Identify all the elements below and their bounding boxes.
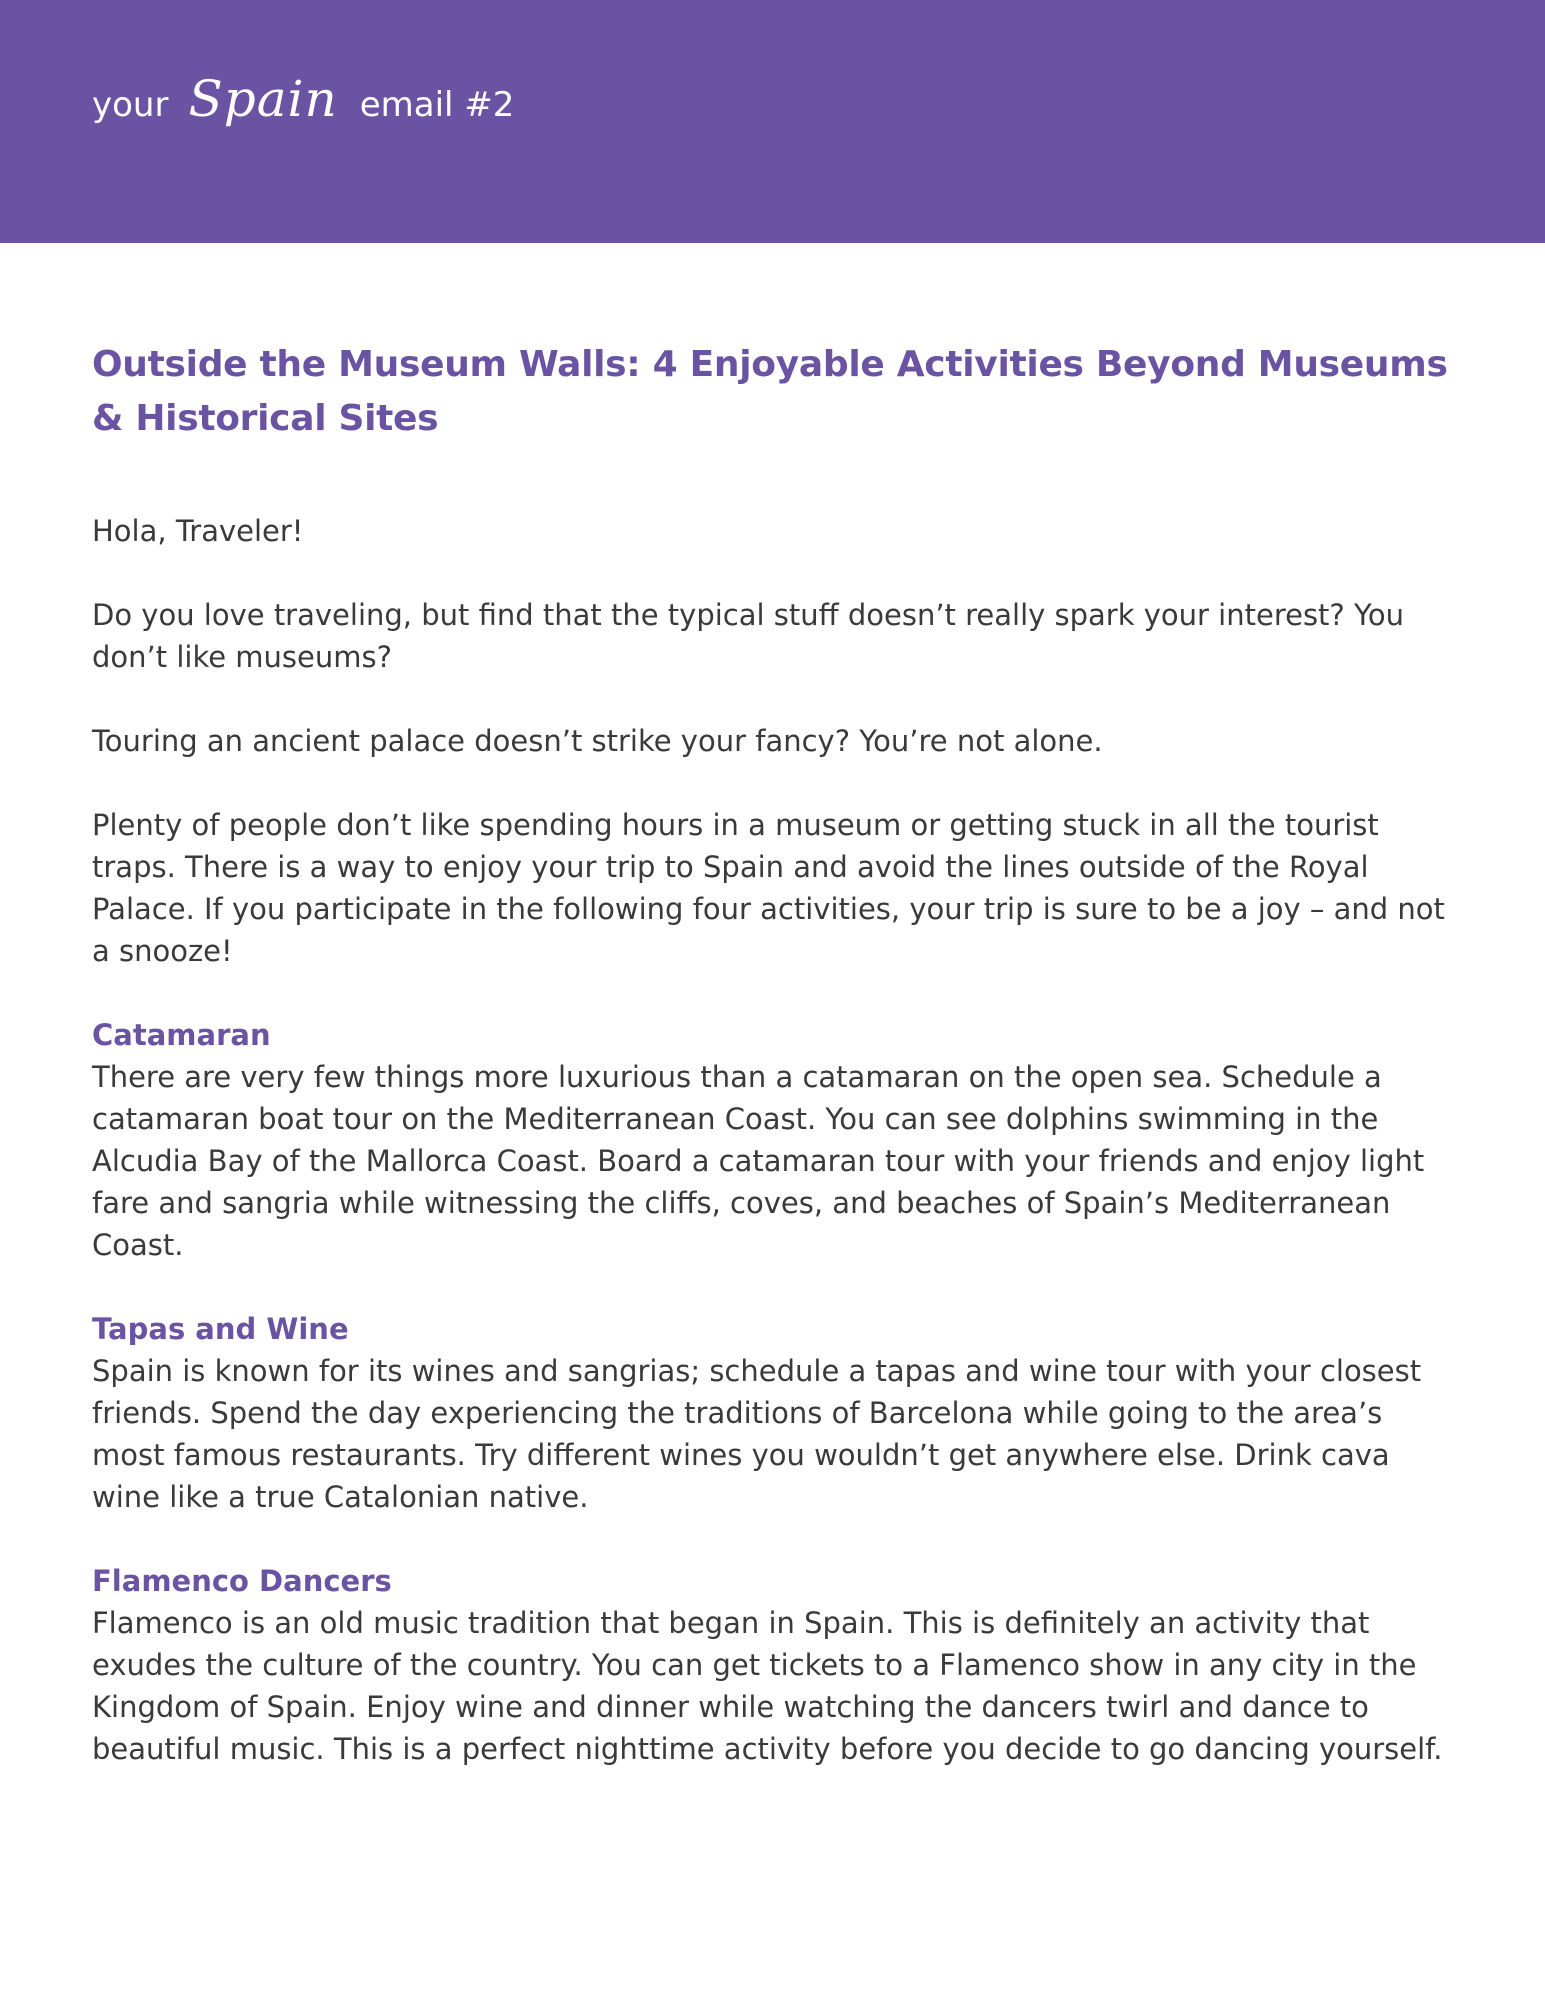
section-body: Spain is known for its wines and sangrias; schedule a tapas and wine tour with your closest friends. Spend the day experiencing the traditions of Barcelona while going to the area’s most famous restaurants. Try different wines you wouldn’t get anywhere else. Drink cava wine like a true Catalonian native.	[92, 1354, 1422, 1514]
section-body: There are very few things more luxurious than a catamaran on the open sea. Schedule a catamaran boat tour on the Mediterranean Coast. You can see dolphins swimming in the Alcudia Bay of the Mallorca Coast. Board a catamaran tour with your friends and enjoy light fare and sangria while witnessing the cliffs, coves, and beaches of Spain’s Mediterranean Coast.	[92, 1060, 1425, 1262]
brand-prefix: your	[92, 85, 169, 125]
section-catamaran	[92, 1014, 1454, 1266]
section-body: Flamenco is an old music tradition that began in Spain. This is definitely an activity that exudes the culture of the country. You can get tickets to a Flamenco show in any city in the Kingdom of Spain. Enjoy wine and dinner while watching the dancers twirl and dance to beautiful music. This is a perfect nighttime activity before you decide to go dancing yourself.	[92, 1606, 1443, 1766]
email-header	[0, 0, 1545, 243]
email-body	[92, 338, 1454, 1770]
email-number: email #2	[359, 85, 515, 125]
section-flamenco-dancers	[92, 1560, 1454, 1770]
brand-logo: Spain	[188, 70, 338, 128]
intro-paragraph-1: Do you love traveling, but find that the typical stuff doesn’t really spark your interest? You don’t like museums?	[92, 598, 1405, 674]
section-heading: Flamenco Dancers	[92, 1564, 392, 1598]
greeting: Hola, Traveler!	[92, 514, 304, 548]
intro-paragraph-3: Plenty of people don’t like spending hours in a museum or getting stuck in all the tourist traps. There is a way to enjoy your trip to Spain and avoid the lines outside of the Royal Palace. If you participate in the following four activities, your trip is sure to be a joy – and not a snooze!	[92, 808, 1445, 968]
section-heading: Catamaran	[92, 1018, 271, 1052]
intro-paragraph-2: Touring an ancient palace doesn’t strike your fancy? You’re not alone.	[92, 724, 1103, 758]
section-tapas-and-wine	[92, 1308, 1454, 1518]
section-heading: Tapas and Wine	[92, 1312, 349, 1346]
brand-line	[92, 70, 514, 140]
email-title: Outside the Museum Walls: 4 Enjoyable Activities Beyond Museums & Historical Sites	[92, 344, 1448, 439]
